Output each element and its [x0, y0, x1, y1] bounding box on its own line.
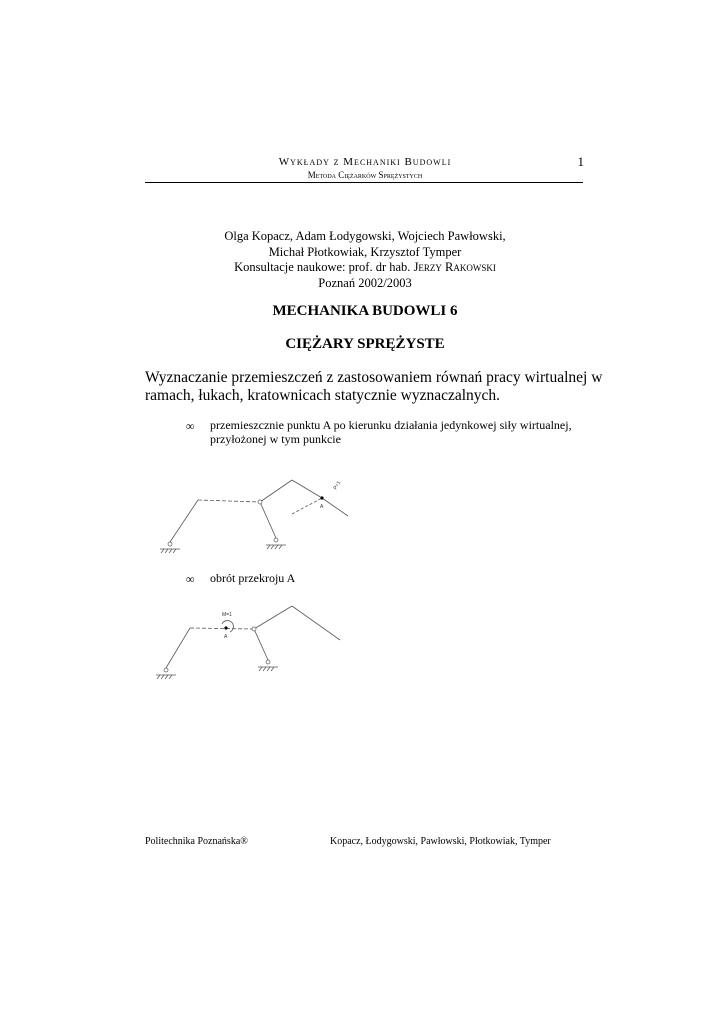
- frame-member: [254, 629, 268, 660]
- support-middle: [266, 538, 286, 549]
- point-a-label: A: [224, 634, 228, 640]
- bullet-1-line-1: przemieszcznie punktu A po kierunku działania jedynkowej siły wirtualnej,: [210, 418, 572, 432]
- author-line-1: Olga Kopacz, Adam Łodygowski, Wojciech Pawłowski,: [224, 229, 506, 243]
- running-header-title: Wykłady z Mechaniki Budowli: [278, 156, 452, 168]
- point-a-marker: [320, 496, 323, 499]
- header-divider: [145, 182, 583, 183]
- bullet-symbol-2: ∞: [186, 572, 195, 586]
- footer-institution: Politechnika Poznańska®: [145, 836, 248, 847]
- hinge: [258, 500, 262, 504]
- frame-member: [254, 606, 292, 629]
- consultation-prefix: Konsultacje naukowe: prof. dr hab.: [234, 260, 414, 274]
- frame-member: [166, 628, 190, 668]
- support-left: [156, 668, 176, 679]
- page-number: 1: [577, 154, 584, 169]
- load-label: P=1: [332, 480, 343, 491]
- moment-label: M=1: [222, 612, 232, 618]
- running-header-subtitle: Metoda Ciężarków Sprężystych: [307, 170, 423, 180]
- frame-member: [292, 480, 322, 498]
- consultation-line: [145, 260, 585, 276]
- virtual-moment-arc: [222, 621, 233, 632]
- place-year-line: Poznań 2002/2003: [318, 275, 412, 290]
- consultant-name: Jerzy Rakowski: [413, 260, 496, 274]
- frame-diagram-rotation: [150, 600, 350, 690]
- point-a-label: A: [320, 504, 324, 510]
- frame-member: [170, 500, 198, 542]
- bullet-symbol-1: ∞: [186, 419, 195, 433]
- hinge: [252, 627, 256, 631]
- frame-member: [322, 498, 348, 516]
- author-line-2: Michał Płotkowiak, Krzysztof Tymper: [268, 244, 462, 259]
- frame-diagram-displacement: [150, 470, 370, 560]
- bullet-text-1: [210, 418, 590, 446]
- frame-member: [260, 502, 276, 538]
- frame-member: [198, 500, 260, 502]
- document-title: MECHANIKA BUDOWLI 6: [272, 303, 458, 319]
- bullet-text-2: [210, 571, 590, 585]
- footer-authors: Kopacz, Łodygowski, Pawłowski, Płotkowiak, Tymper: [330, 836, 551, 847]
- virtual-force-line: [292, 498, 322, 514]
- support-left: [160, 542, 180, 553]
- frame-member: [292, 606, 340, 640]
- intro-paragraph: Wyznaczanie przemieszczeń z zastosowaniem równań pracy wirtualnej w ramach, łukach, kratownicach statycznie wyznaczalnych.: [145, 369, 603, 404]
- bullet-2-line-1: obrót przekroju A: [210, 571, 296, 585]
- author-block: [145, 229, 585, 291]
- bullet-1-line-2: przyłożonej w tym punkcie: [210, 432, 341, 446]
- point-a-marker: [224, 626, 227, 629]
- frame-member: [190, 628, 254, 629]
- frame-member: [260, 480, 292, 502]
- document-subtitle: CIĘŻARY SPRĘŻYSTE: [285, 336, 445, 352]
- support-middle: [258, 660, 278, 671]
